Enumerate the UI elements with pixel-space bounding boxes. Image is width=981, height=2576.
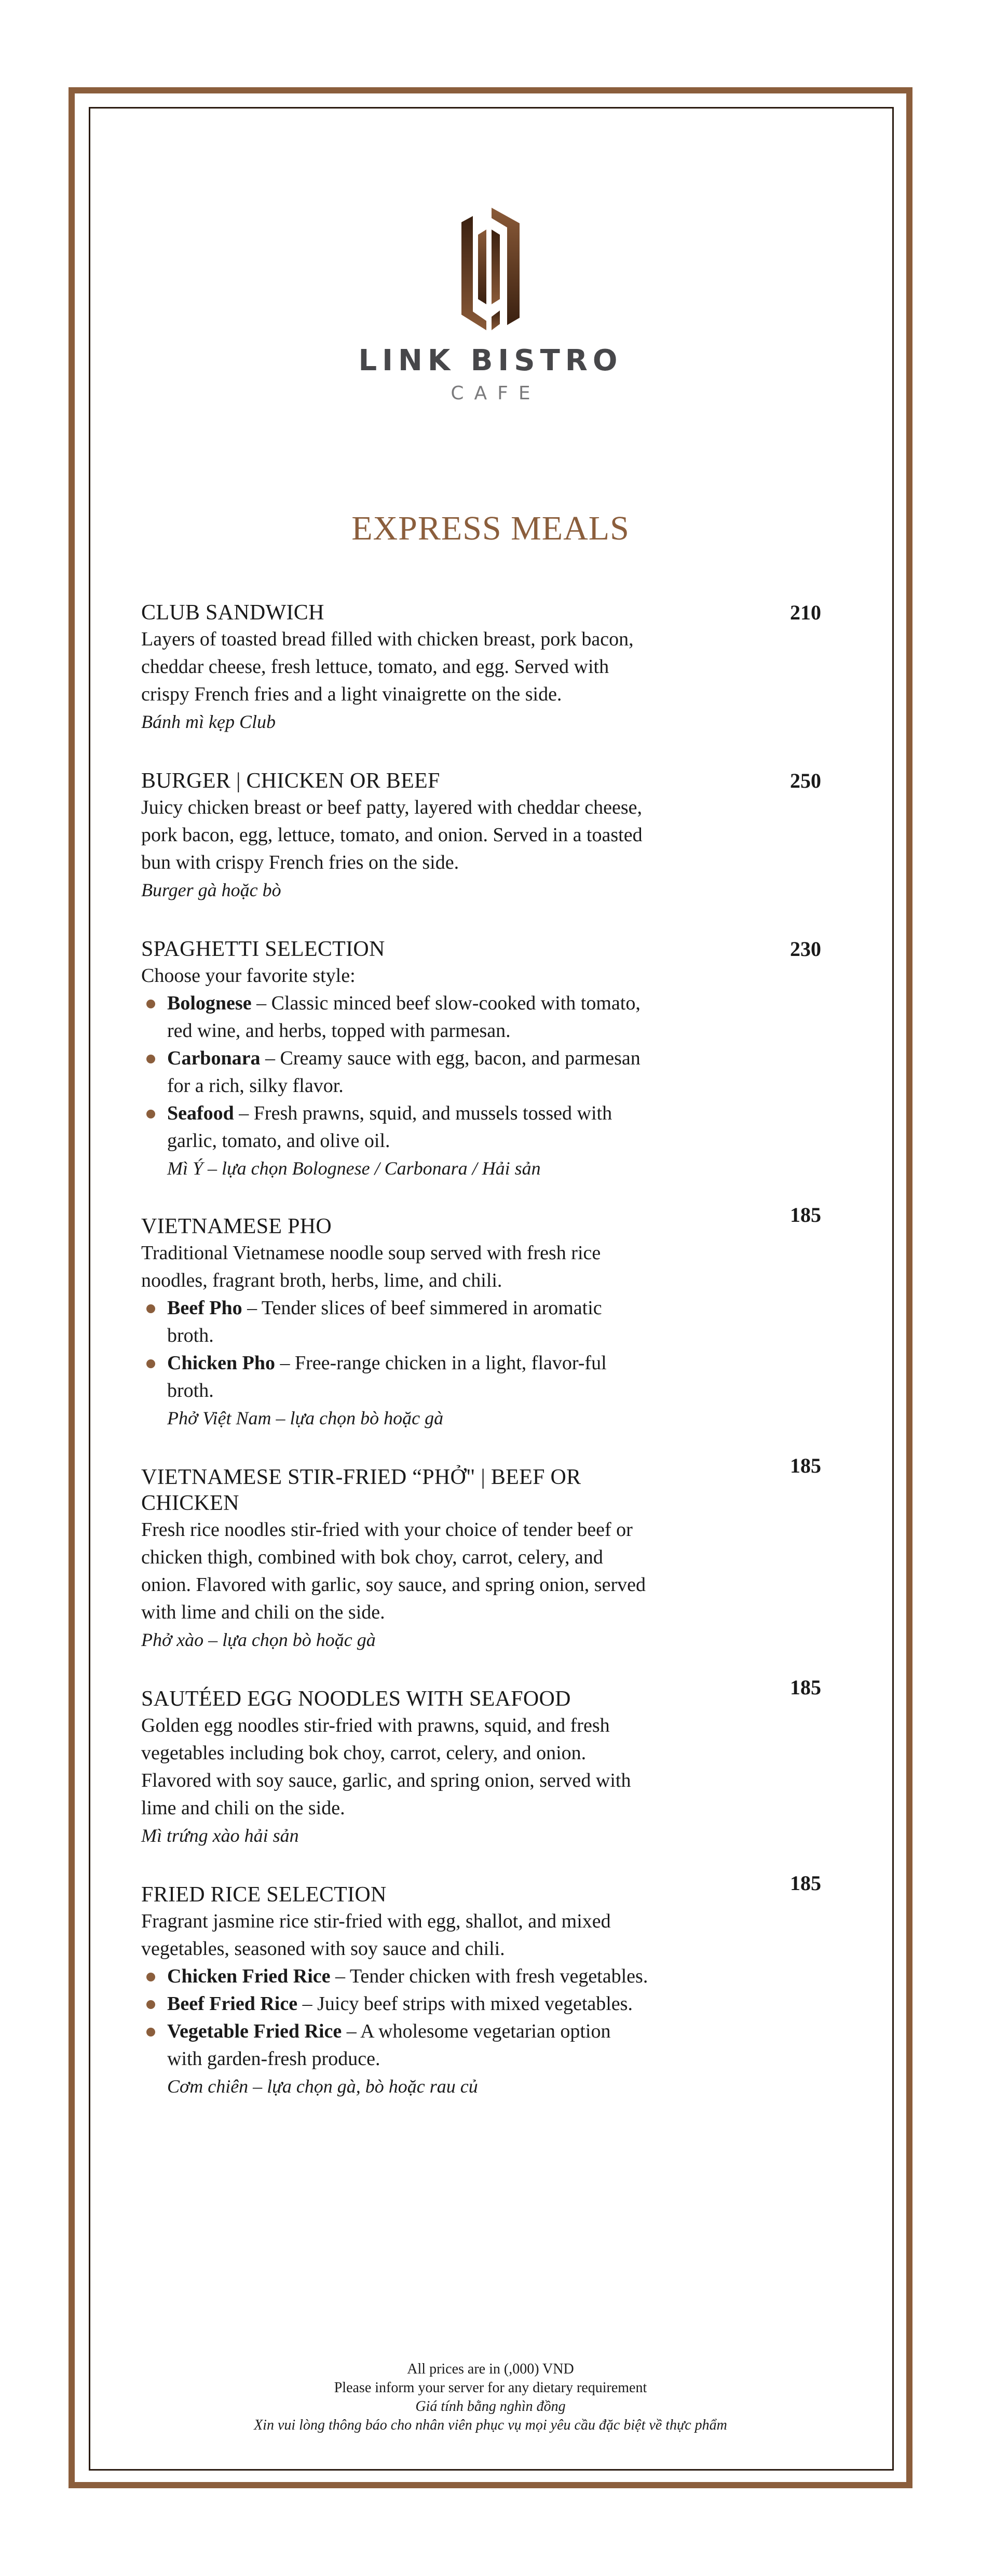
menu-item-spaghetti: [141, 936, 821, 1182]
item-vietnamese-name: Cơm chiên – lựa chọn gà, bò hoặc rau củ: [167, 2076, 478, 2097]
menu-item-egg-noodles: [141, 1676, 821, 1850]
item-price: 250: [790, 769, 821, 792]
footer-dietary-note-vietnamese: Xin vui lòng thông báo cho nhân viên phục vụ mọi yêu cầu đặc biệt về thực phẩm: [254, 2417, 727, 2433]
option-item: [141, 1045, 650, 1100]
item-vietnamese-name: Burger gà hoặc bò: [141, 880, 281, 900]
option-item: [141, 1963, 650, 1990]
item-vietnamese-name: Bánh mì kẹp Club: [141, 711, 276, 732]
brand-name: LINK BISTRO: [358, 344, 623, 377]
menu-item-pho: [141, 1203, 821, 1432]
menu-item-burger: [141, 768, 821, 904]
bullet-dot-icon: [146, 1973, 155, 1981]
item-description: Juicy chicken breast or beef patty, layered with cheddar cheese, pork bacon, egg, lettuce, tomato, and onion. Served in a toasted bun with crispy French fries on the side.: [141, 797, 643, 873]
item-title: VIETNAMESE STIR-FRIED “PHỞ" | BEEF OR CHICKEN: [141, 1465, 581, 1515]
footer-notes: [0, 2360, 981, 2435]
item-title: CLUB SANDWICH: [141, 601, 324, 625]
menu-item-fried-rice: [141, 1871, 821, 2100]
option-text: – Free-range chicken in a light, flavor-ful broth.: [167, 1352, 607, 1401]
item-price: 185: [790, 1203, 821, 1226]
option-item: [141, 2018, 650, 2073]
item-price: 185: [790, 1454, 821, 1477]
brand-subtitle: CAFE: [451, 383, 541, 404]
bullet-dot-icon: [146, 1304, 155, 1313]
item-title: VIETNAMESE PHO: [141, 1215, 332, 1238]
menu-list: [141, 600, 821, 2133]
option-text: – Fresh prawns, squid, and mussels tossed with garlic, tomato, and olive oil.: [167, 1102, 612, 1152]
item-description: Traditional Vietnamese noodle soup served with fresh rice noodles, fragrant broth, herbs, lime, and chili.: [141, 1242, 601, 1291]
bullet-dot-icon: [146, 1110, 155, 1118]
option-text: – Tender slices of beef simmered in aromatic broth.: [167, 1297, 602, 1346]
item-description: Choose your favorite style:: [141, 965, 356, 987]
item-title: SPAGHETTI SELECTION: [141, 937, 385, 961]
item-description: Fragrant jasmine rice stir-fried with egg, shallot, and mixed vegetables, seasoned with soy sauce and chili.: [141, 1910, 611, 1960]
option-item: [141, 1100, 650, 1155]
page-title: EXPRESS MEALS: [351, 509, 630, 547]
item-vietnamese-name: Phở Việt Nam – lựa chọn bò hoặc gà: [167, 1408, 444, 1428]
option-text: – Creamy sauce with egg, bacon, and parmesan for a rich, silky flavor.: [167, 1047, 641, 1097]
option-name: Beef Fried Rice: [167, 1993, 298, 2015]
option-list: [141, 1963, 821, 2073]
menu-item-stir-fried-pho: [141, 1454, 821, 1654]
option-item: [141, 990, 650, 1045]
link-bistro-logo-icon: [459, 208, 522, 332]
option-name: Chicken Pho: [167, 1352, 275, 1374]
item-description: Fresh rice noodles stir-fried with your choice of tender beef or chicken thigh, combined with bok choy, carrot, celery, and onion. Flavored with garlic, soy sauce, and spring onion, served with lime and chili on the side.: [141, 1519, 646, 1623]
item-price: 185: [790, 1871, 821, 1895]
option-name: Bolognese: [167, 992, 252, 1014]
item-vietnamese-name: Mì trứng xào hải sản: [141, 1825, 299, 1846]
option-list: [141, 1294, 821, 1405]
footer-price-note-vietnamese: Giá tính bằng nghìn đồng: [415, 2398, 566, 2415]
item-price: 185: [790, 1676, 821, 1699]
bullet-dot-icon: [146, 2000, 155, 2009]
menu-item-club-sandwich: [141, 600, 821, 736]
item-description: Layers of toasted bread filled with chicken breast, pork bacon, cheddar cheese, fresh lettuce, tomato, and egg. Served with crispy French fries and a light vinaigrette on the side.: [141, 628, 634, 705]
item-price: 230: [790, 937, 821, 961]
option-name: Seafood: [167, 1102, 234, 1124]
option-name: Carbonara: [167, 1047, 261, 1069]
option-name: Beef Pho: [167, 1297, 242, 1319]
bullet-dot-icon: [146, 2028, 155, 2036]
item-vietnamese-name: Mì Ý – lựa chọn Bolognese / Carbonara / Hải sản: [167, 1158, 541, 1179]
option-name: Vegetable Fried Rice: [167, 2020, 342, 2042]
item-title: BURGER | CHICKEN OR BEEF: [141, 769, 440, 793]
option-item: [141, 1350, 650, 1405]
option-list: [141, 990, 821, 1155]
footer-dietary-note: Please inform your server for any dietary requirement: [334, 2380, 647, 2396]
brand-logo: [0, 208, 981, 404]
bullet-dot-icon: [146, 1000, 155, 1008]
option-item: [141, 1990, 650, 2018]
item-title: SAUTÉED EGG NOODLES WITH SEAFOOD: [141, 1687, 571, 1711]
bullet-dot-icon: [146, 1055, 155, 1063]
option-text: – A wholesome vegetarian option with garden-fresh produce.: [167, 2020, 611, 2070]
bullet-dot-icon: [146, 1359, 155, 1368]
option-text: – Classic minced beef slow-cooked with tomato, red wine, and herbs, topped with parmesan.: [167, 992, 641, 1042]
option-name: Chicken Fried Rice: [167, 1965, 331, 1987]
option-item: [141, 1294, 650, 1350]
item-description: Golden egg noodles stir-fried with prawns, squid, and fresh vegetables including bok choy, carrot, celery, and onion. Flavored with soy sauce, garlic, and spring onion, served with lime and chili on the side.: [141, 1715, 631, 1819]
item-price: 210: [790, 601, 821, 624]
option-text: – Juicy beef strips with mixed vegetables.: [297, 1993, 633, 2015]
footer-price-note: All prices are in (,000) VND: [407, 2361, 574, 2377]
item-vietnamese-name: Phở xào – lựa chọn bò hoặc gà: [141, 1629, 376, 1650]
item-title: FRIED RICE SELECTION: [141, 1883, 387, 1907]
option-text: – Tender chicken with fresh vegetables.: [330, 1965, 648, 1987]
